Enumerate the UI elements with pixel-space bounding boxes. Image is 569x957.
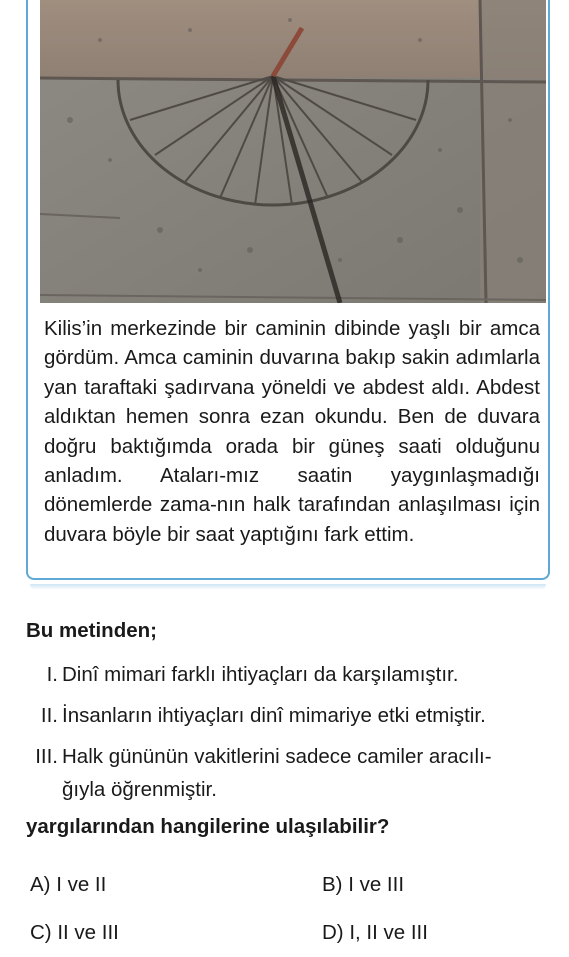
option-a[interactable]: A) I ve II [30,873,107,896]
card-shadow [30,584,546,590]
option-d[interactable]: D) I, II ve III [322,921,428,944]
question-end: yargılarından hangilerine ulaşılabilir? [26,815,390,838]
option-c[interactable]: C) II ve III [30,921,119,944]
statement-text: Halk gününün vakitlerini sadece camiler aracılı- [62,745,492,768]
sundial-photo [40,0,546,303]
statement-number: II. [40,704,58,727]
statement-text: İnsanların ihtiyaçları dinî mimariye etki etmiştir. [62,704,486,727]
question-stem: Bu metinden; [26,619,157,642]
statement-number: I. [46,663,58,686]
statement-number: III. [35,745,58,768]
statement-text-continued: ğıyla öğrenmiştir. [62,778,217,801]
option-b[interactable]: B) I ve III [322,873,405,896]
statement-text: Dinî mimari farklı ihtiyaçları da karşılamıştır. [62,663,459,686]
passage-text: Kilis’in merkezinde bir caminin dibinde yaşlı bir amca gördüm. Amca caminin duvarına bakıp sakin adımlarla yan taraftaki şadırvana yöneldi ve abdest aldı. Abdest aldıktan hemen sonra ezan okundu. Ben de duvara doğru baktığımda orada bir güneş saati olduğunu anladım. Ataları-mız saatin yaygınlaşmadığı dönemlerde zama-nın halk tarafından anlaşılması için duvara böyle bir saat yaptığını fark ettim. [44,317,540,546]
